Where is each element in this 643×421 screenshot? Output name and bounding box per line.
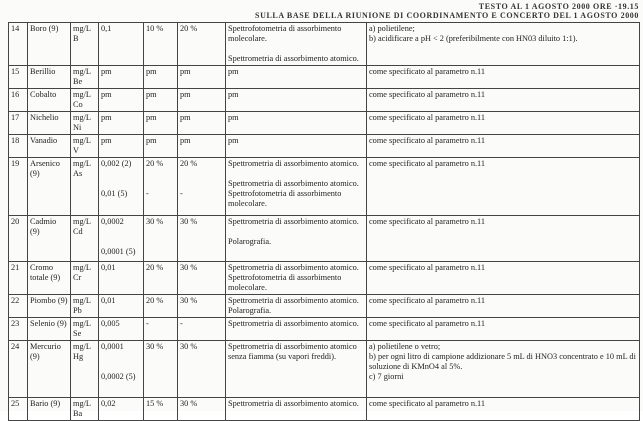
cell-notes: come specificato al parametro n.11 bbox=[367, 66, 640, 89]
cell-method: Spettrometria di assorbimento atomico. bbox=[226, 318, 367, 341]
cell-unit: mg/L Se bbox=[71, 318, 99, 341]
cell-c6: 30 % bbox=[178, 341, 226, 398]
cell-method: Spettrometria di assorbimento atomico. Spettrofotometria di assorbimento molecolare. bbox=[226, 262, 367, 295]
cell-c5: 20 % bbox=[144, 262, 178, 295]
cell-unit: mg/L B bbox=[71, 23, 99, 66]
cell-value: pm bbox=[99, 112, 144, 135]
cell-name: Boro (9) bbox=[28, 23, 71, 66]
cell-method: pm bbox=[226, 135, 367, 158]
cell-n: 24 bbox=[9, 341, 28, 398]
cell-c6: 30 % bbox=[178, 262, 226, 295]
table-row bbox=[9, 216, 640, 262]
cell-method: pm bbox=[226, 66, 367, 89]
cell-c6: 30 % bbox=[178, 295, 226, 318]
cell-name: Cadmio (9) bbox=[28, 216, 71, 262]
cell-name: Piombo (9) bbox=[28, 295, 71, 318]
cell-method: Spettrometria di assorbimento atomico. Polarografia. bbox=[226, 216, 367, 262]
cell-c5: 30 % bbox=[144, 216, 178, 262]
cell-notes: come specificato al parametro n.11 bbox=[367, 262, 640, 295]
cell-unit: mg/L As bbox=[71, 158, 99, 216]
cell-method: Spettrometria di assorbimento atomico. Spettrometria di assorbimento atomico. Spettrofotometria di assorbimento molecolare. bbox=[226, 158, 367, 216]
table-row bbox=[9, 66, 640, 89]
table-row bbox=[9, 89, 640, 112]
cell-value: 0,0001 0,0002 (5) bbox=[99, 341, 144, 398]
cell-n: 22 bbox=[9, 295, 28, 318]
cell-value: 0,01 bbox=[99, 262, 144, 295]
cell-c5: 20 % bbox=[144, 295, 178, 318]
cell-unit: mg/L Ba bbox=[71, 398, 99, 421]
table-row bbox=[9, 318, 640, 341]
cell-notes: come specificato al parametro n.11 bbox=[367, 158, 640, 216]
cell-name: Vanadio bbox=[28, 135, 71, 158]
table-row bbox=[9, 158, 640, 216]
cell-name: Bario (9) bbox=[28, 398, 71, 421]
cell-name: Arsenico (9) bbox=[28, 158, 71, 216]
cell-unit: mg/L Be bbox=[71, 66, 99, 89]
cell-method: Spettrometria di assorbimento atomico. bbox=[226, 398, 367, 421]
table-row bbox=[9, 295, 640, 318]
table-row bbox=[9, 341, 640, 398]
cell-n: 19 bbox=[9, 158, 28, 216]
cell-notes: come specificato al parametro n.11 bbox=[367, 112, 640, 135]
cell-unit: mg/L Ni bbox=[71, 112, 99, 135]
cell-c6: pm bbox=[178, 66, 226, 89]
cell-method: pm bbox=[226, 89, 367, 112]
table-row bbox=[9, 135, 640, 158]
cell-method: Spettrofotometria di assorbimento molecolare. Spettrometria di assorbimento atomico. bbox=[226, 23, 367, 66]
cell-value: pm bbox=[99, 66, 144, 89]
cell-n: 23 bbox=[9, 318, 28, 341]
cell-c5: 10 % bbox=[144, 23, 178, 66]
cell-method: pm bbox=[226, 112, 367, 135]
cell-c6: 30 % bbox=[178, 216, 226, 262]
cell-c6: 30 % bbox=[178, 398, 226, 421]
cell-value: 0,002 (2) 0,01 (5) bbox=[99, 158, 144, 216]
cell-c6: pm bbox=[178, 135, 226, 158]
cell-n: 25 bbox=[9, 398, 28, 421]
cell-value: 0,02 bbox=[99, 398, 144, 421]
cell-unit: mg/L V bbox=[71, 135, 99, 158]
cell-c6: pm bbox=[178, 89, 226, 112]
cell-c5: pm bbox=[144, 66, 178, 89]
cell-name: Cobalto bbox=[28, 89, 71, 112]
cell-value: 0,0002 0,0001 (5) bbox=[99, 216, 144, 262]
header-line-2: SULLA BASE DELLA RIUNIONE DI COORDINAMENTO E CONCERTO DEL 1 AGOSTO 2000 bbox=[255, 11, 639, 20]
parameters-table bbox=[8, 22, 640, 421]
cell-n: 20 bbox=[9, 216, 28, 262]
cell-name: Cromo totale (9) bbox=[28, 262, 71, 295]
table-row bbox=[9, 262, 640, 295]
cell-unit: mg/L Co bbox=[71, 89, 99, 112]
cell-unit: mg/L Hg bbox=[71, 341, 99, 398]
header-line-1: TESTO AL 1 AGOSTO 2000 ORE ·19.15 bbox=[478, 2, 639, 11]
cell-n: 17 bbox=[9, 112, 28, 135]
cell-notes: come specificato al parametro n.11 bbox=[367, 318, 640, 341]
cell-method: Spettrometria di assorbimento atomico. Polarografia. bbox=[226, 295, 367, 318]
cell-c5: 20 % - bbox=[144, 158, 178, 216]
cell-notes: come specificato al parametro n.11 bbox=[367, 135, 640, 158]
cell-notes: a) polietilene o vetro; b) per ogni litro di campione addizionare 5 mL di HNO3 concentrato e 10 mL di soluzione di KMnO4 al 5%. c) 7 giorni bbox=[367, 341, 640, 398]
cell-n: 21 bbox=[9, 262, 28, 295]
cell-value: 0,005 bbox=[99, 318, 144, 341]
table-row bbox=[9, 112, 640, 135]
cell-unit: mg/L Pb bbox=[71, 295, 99, 318]
cell-n: 16 bbox=[9, 89, 28, 112]
cell-notes: a) polietilene; b) acidificare a pH < 2 (preferibilmente con HN03 diluito 1:1). bbox=[367, 23, 640, 66]
cell-method: Spettrometria di assorbimento atomico senza fiamma (su vapori freddi). bbox=[226, 341, 367, 398]
cell-notes: come specificato al parametro n.11 bbox=[367, 89, 640, 112]
cell-c6: pm bbox=[178, 112, 226, 135]
cell-c6: 20 % bbox=[178, 23, 226, 66]
cell-value: 0,01 bbox=[99, 295, 144, 318]
cell-notes: come specificato al parametro n.11 bbox=[367, 398, 640, 421]
cell-n: 18 bbox=[9, 135, 28, 158]
cell-n: 15 bbox=[9, 66, 28, 89]
cell-value: pm bbox=[99, 135, 144, 158]
cell-c5: 30 % bbox=[144, 341, 178, 398]
cell-unit: mg/L Cr bbox=[71, 262, 99, 295]
cell-c6: 20 % - bbox=[178, 158, 226, 216]
cell-name: Berillio bbox=[28, 66, 71, 89]
cell-c5: pm bbox=[144, 135, 178, 158]
cell-c5: - bbox=[144, 318, 178, 341]
cell-c5: 15 % bbox=[144, 398, 178, 421]
table-row bbox=[9, 23, 640, 66]
table-row bbox=[9, 398, 640, 421]
cell-notes: come specificato al parametro n.11 bbox=[367, 216, 640, 262]
cell-c5: pm bbox=[144, 89, 178, 112]
cell-c6: - bbox=[178, 318, 226, 341]
cell-unit: mg/L Cd bbox=[71, 216, 99, 262]
cell-n: 14 bbox=[9, 23, 28, 66]
cell-c5: pm bbox=[144, 112, 178, 135]
cell-notes: come specificato al parametro n.11 bbox=[367, 295, 640, 318]
cell-value: 0,1 bbox=[99, 23, 144, 66]
cell-value: pm bbox=[99, 89, 144, 112]
cell-name: Selenio (9) bbox=[28, 318, 71, 341]
cell-name: Mercurio (9) bbox=[28, 341, 71, 398]
cell-name: Nichelio bbox=[28, 112, 71, 135]
